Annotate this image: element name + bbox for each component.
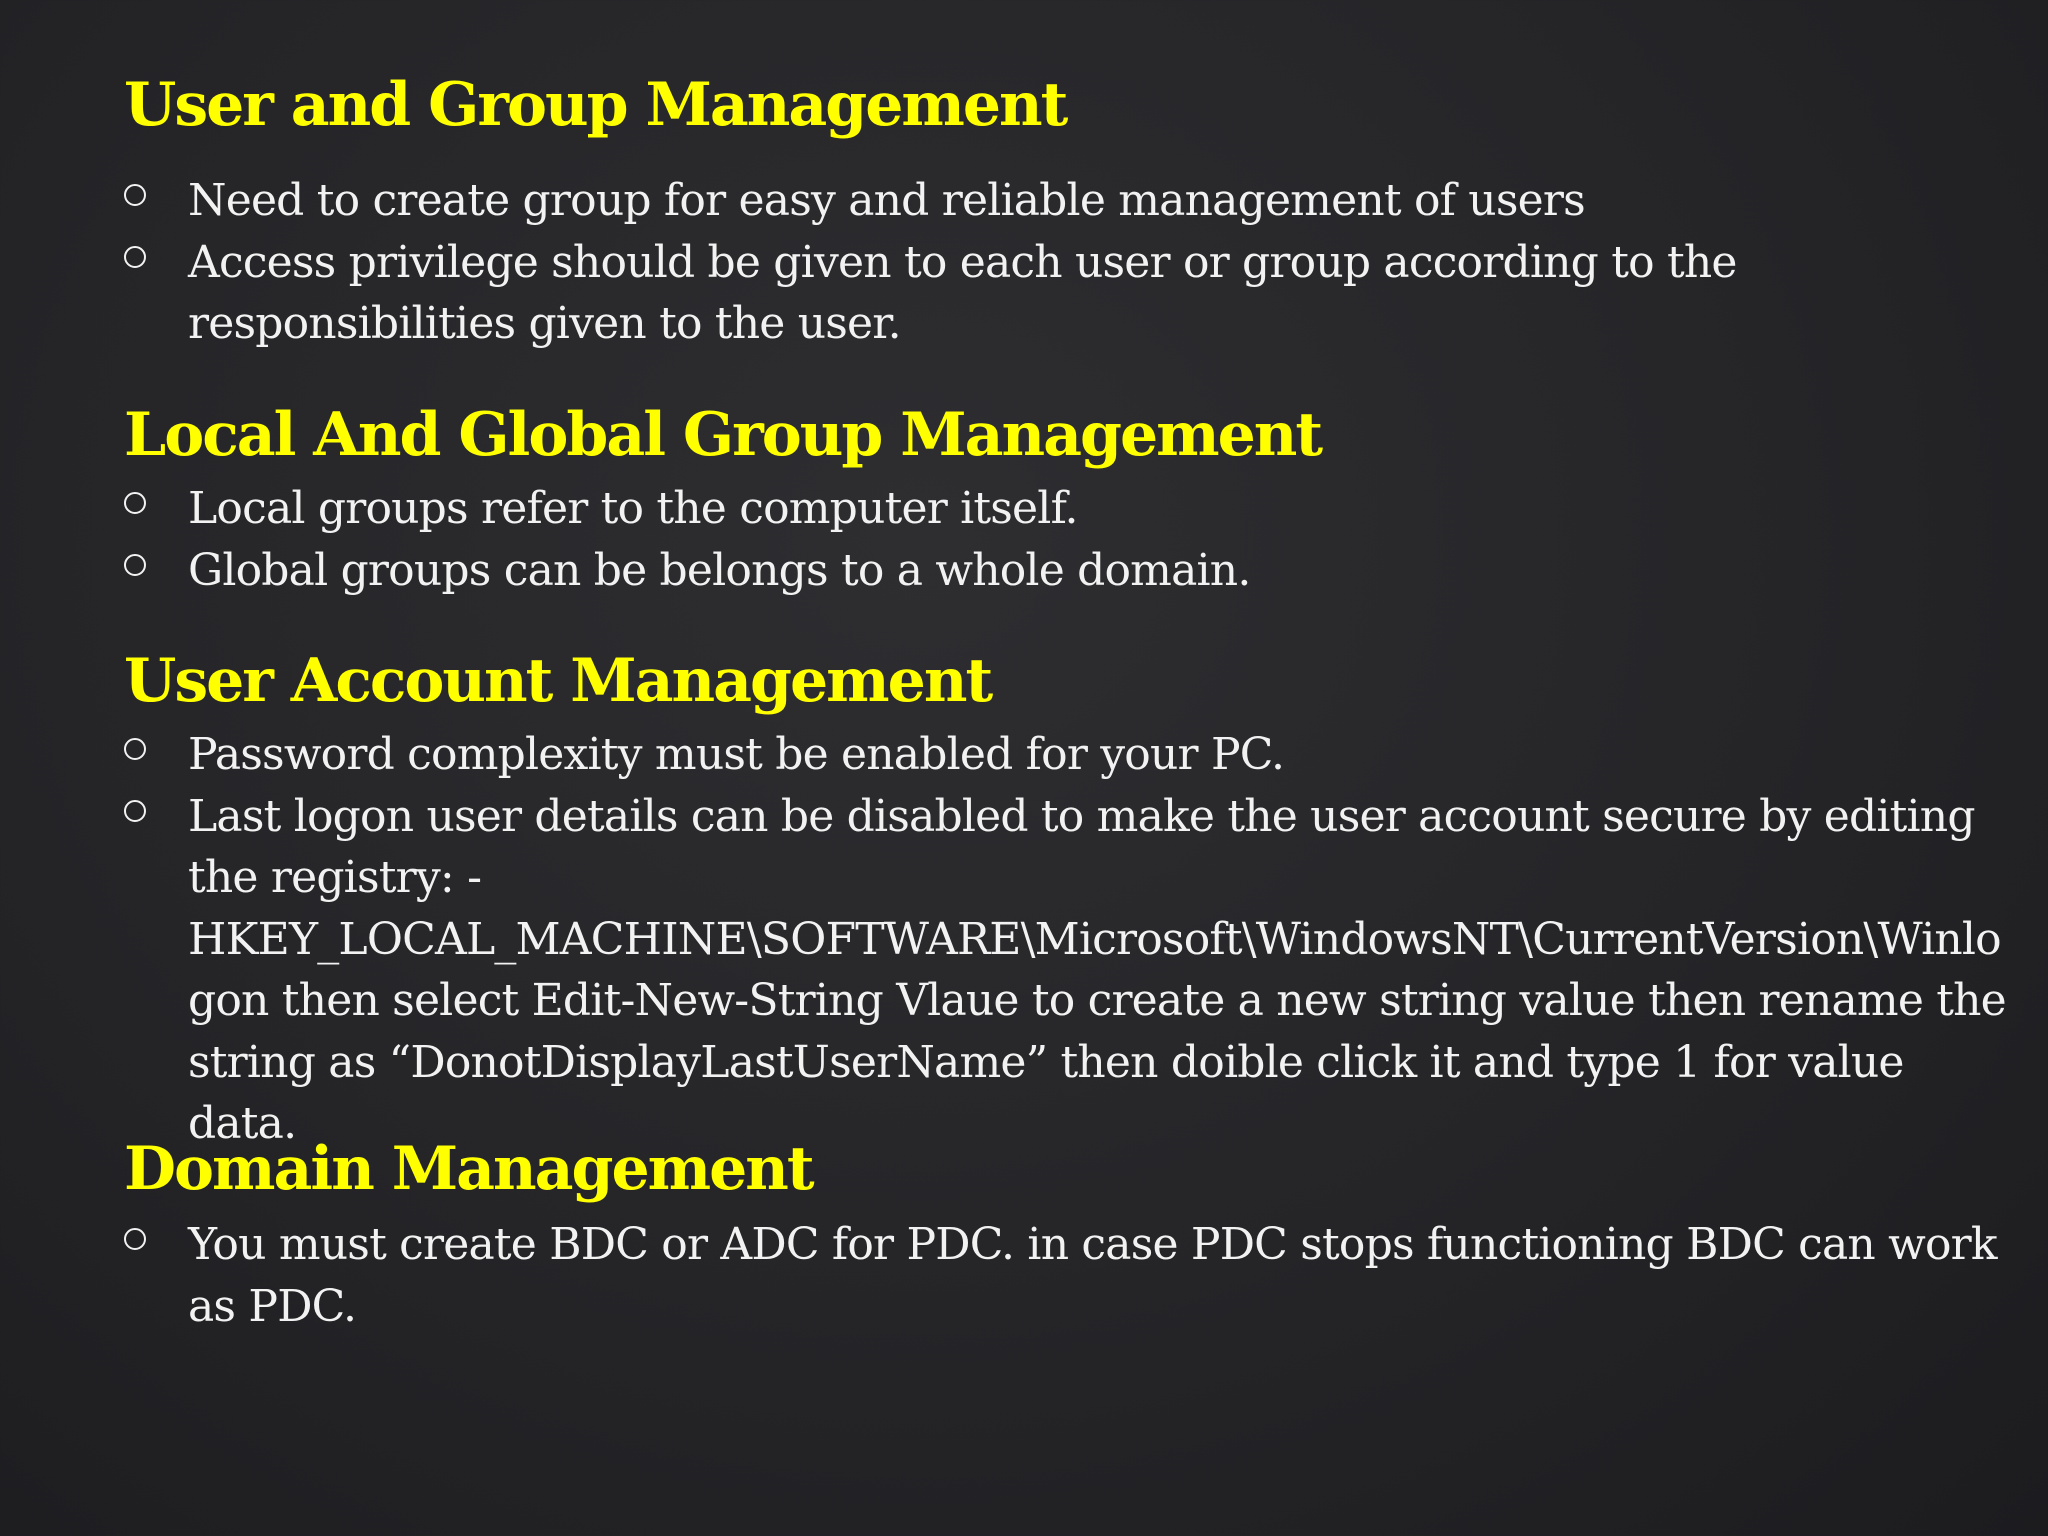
section-heading-domain-management: Domain Management bbox=[124, 1134, 813, 1204]
hollow-circle-bullet-icon bbox=[124, 800, 146, 822]
bullet-list-local-global-group-management bbox=[124, 478, 2024, 601]
bullet-text: Local groups refer to the computer itself. bbox=[188, 483, 1078, 534]
list-item bbox=[124, 478, 2048, 540]
bullet-list-user-account-management bbox=[124, 724, 2024, 1155]
bullet-list-domain-management bbox=[124, 1214, 2024, 1337]
list-item bbox=[124, 786, 2048, 1155]
hollow-circle-bullet-icon bbox=[124, 492, 146, 514]
hollow-circle-bullet-icon bbox=[124, 246, 146, 268]
bullet-list-user-group-management bbox=[124, 170, 2024, 355]
list-item bbox=[124, 170, 2048, 232]
bullet-text: Global groups can be belongs to a whole domain. bbox=[188, 544, 1251, 596]
list-item bbox=[124, 232, 2048, 355]
hollow-circle-bullet-icon bbox=[124, 738, 146, 760]
bullet-text: You must create BDC or ADC for PDC. in case PDC stops functioning BDC can work as PDC. bbox=[188, 1219, 1997, 1332]
bullet-text: Need to create group for easy and reliable management of users bbox=[188, 175, 1585, 226]
section-heading-user-group-management: User and Group Management bbox=[124, 70, 1067, 140]
hollow-circle-bullet-icon bbox=[124, 554, 146, 576]
list-item bbox=[124, 540, 2048, 602]
section-heading-local-global-group-management: Local And Global Group Management bbox=[124, 400, 1322, 470]
bullet-text: Access privilege should be given to each user or group according to the responsibilities given to the user. bbox=[188, 236, 1737, 349]
bullet-text: Last logon user details can be disabled to make the user account secure by editing the registry: - HKEY_LOCAL_MACHINE\SOFTWARE\Microsoft\WindowsNT\CurrentVersion\Winlogon then select Edit-New-String Vlaue to create a new string value then rename the string as “DonotDisplayLastUserName” then doible click it and type 1 for value data. bbox=[188, 790, 2006, 1149]
section-heading-user-account-management: User Account Management bbox=[124, 646, 992, 716]
hollow-circle-bullet-icon bbox=[124, 1228, 146, 1250]
bullet-text: Password complexity must be enabled for your PC. bbox=[188, 729, 1285, 780]
list-item bbox=[124, 724, 2048, 786]
hollow-circle-bullet-icon bbox=[124, 184, 146, 206]
list-item bbox=[124, 1214, 2048, 1337]
